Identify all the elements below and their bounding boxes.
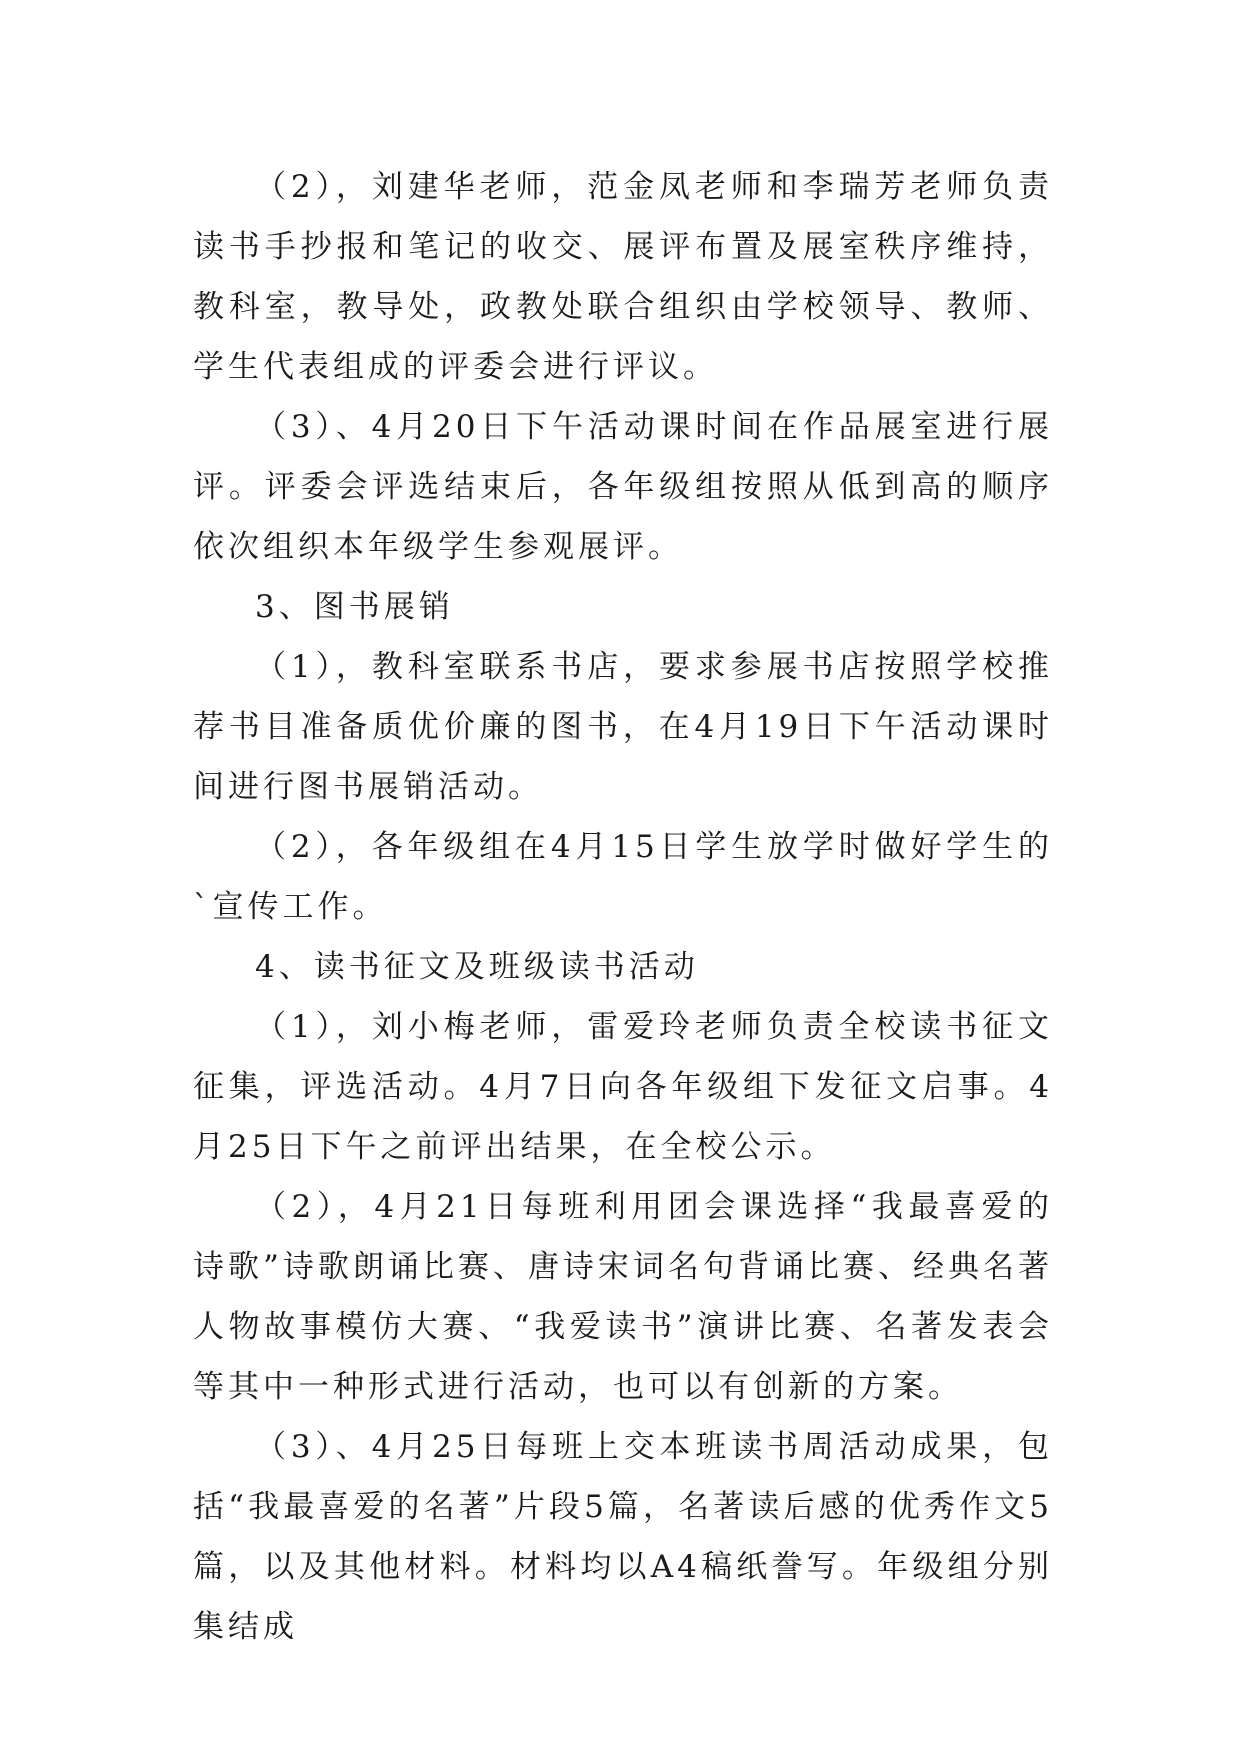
paragraph-class-activities: （2），4月21日每班利用团会课选择“我最喜爱的诗歌”诗歌朗诵比赛、唐诗宋词名句背诵比赛、经典名著人物故事模仿大赛、“我爱读书”演讲比赛、名著发表会等其中一种形式进行活动，也可以有创新的方案。: [193, 1189, 1053, 1405]
paragraph-responsibility-exhibition: （2），刘建华老师，范金凤老师和李瑞芳老师负责读书手抄报和笔记的收交、展评布置及展室秩序维持，教科室，教导处，政教处联合组织由学校领导、教师、学生代表组成的评委会进行评议。: [193, 169, 1053, 385]
paragraph-results-submission: （3）、4月25日每班上交本班读书周活动成果，包括“我最喜爱的名著”片段5篇，名著读后感的优秀作文5篇，以及其他材料。材料均以A4稿纸誊写。年级组分别集结成: [193, 1429, 1053, 1645]
section-heading-essay-activities: 4、读书征文及班级读书活动: [255, 949, 699, 985]
paragraph-publicity-work: （2），各年级组在4月15日学生放学时做好学生的`宣传工作。: [193, 829, 1053, 925]
paragraph-essay-collection: （1），刘小梅老师，雷爱玲老师负责全校读书征文征集，评选活动。4月7日向各年级组下发征文启事。4月25日下午之前评出结果，在全校公示。: [193, 1009, 1053, 1165]
document-page: [193, 157, 1053, 1657]
paragraph-exhibition-review: （3）、4月20日下午活动课时间在作品展室进行展评。评委会评选结束后，各年级组按照从低到高的顺序依次组织本年级学生参观展评。: [193, 409, 1053, 565]
paragraph-bookstore-contact: （1），教科室联系书店，要求参展书店按照学校推荐书目准备质优价廉的图书，在4月19日下午活动课时间进行图书展销活动。: [193, 649, 1053, 805]
section-heading-book-sale: 3、图书展销: [255, 589, 454, 625]
